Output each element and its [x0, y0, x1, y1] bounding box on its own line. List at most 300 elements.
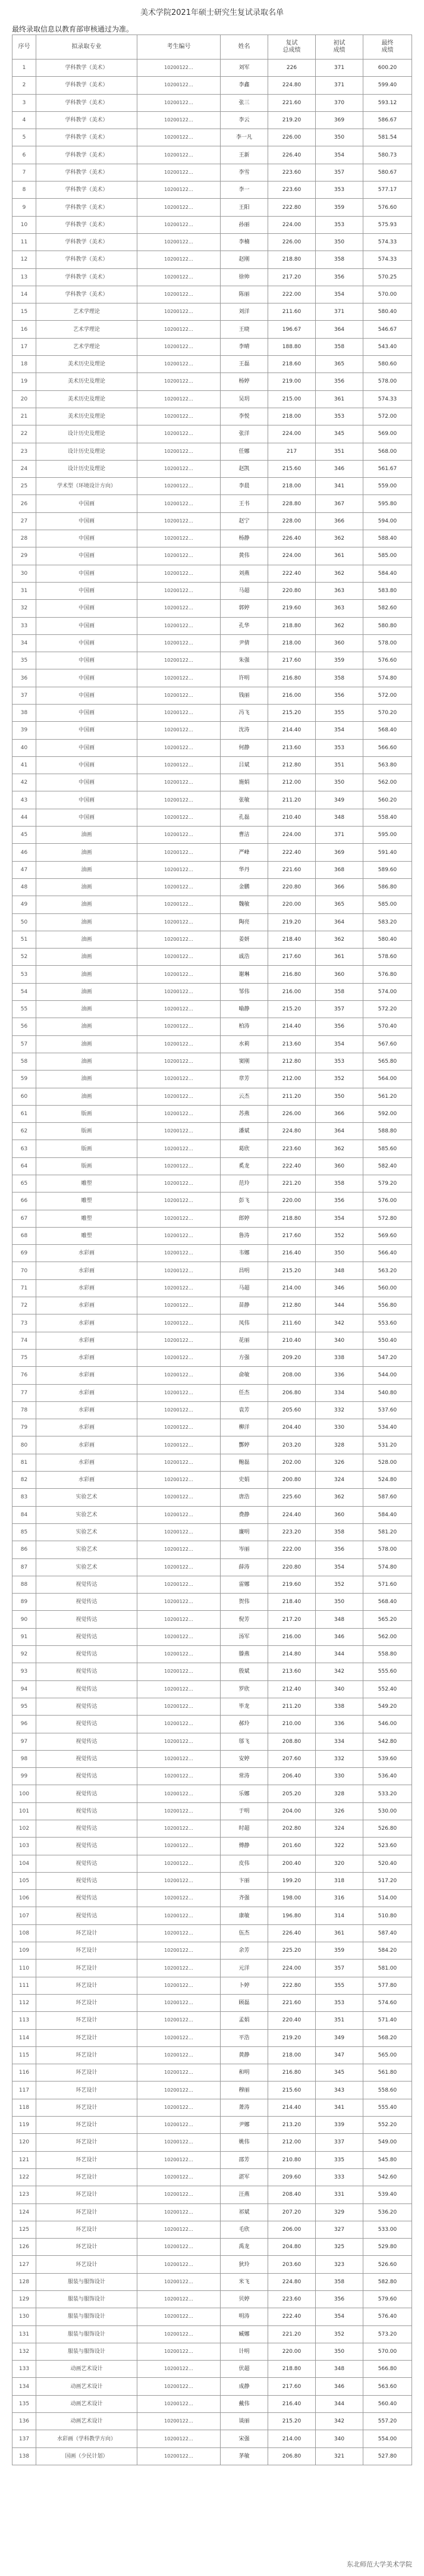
cell-retest: 221.20 — [268, 1175, 316, 1192]
cell-retest: 221.20 — [268, 2325, 316, 2343]
cell-initial: 326 — [316, 1454, 363, 1471]
cell-exam: 10200122… — [137, 233, 221, 251]
cell-final: 563.20 — [363, 1262, 412, 1279]
table-row — [12, 2239, 412, 2256]
cell-retest: 224.40 — [268, 1506, 316, 1523]
table-row — [12, 478, 412, 495]
cell-seq: 2 — [12, 77, 36, 94]
table-row — [12, 338, 412, 355]
cell-name: 金鹏 — [221, 878, 268, 896]
cell-seq: 100 — [12, 1785, 36, 1802]
table-row — [12, 1802, 412, 1820]
cell-retest: 204.80 — [268, 2239, 316, 2256]
table-row — [12, 1960, 412, 1977]
cell-retest: 211.60 — [268, 303, 316, 321]
cell-major: 油画 — [36, 1018, 137, 1035]
cell-initial: 321 — [316, 2447, 363, 2465]
table-row — [12, 1872, 412, 1889]
cell-seq: 19 — [12, 373, 36, 390]
cell-name: 岑丽 — [221, 1541, 268, 1558]
cell-retest: 196.80 — [268, 1907, 316, 1924]
cell-name: 钱丽 — [221, 687, 268, 704]
cell-major: 环艺设计 — [36, 2029, 137, 2046]
cell-major: 设计历史及理论 — [36, 443, 137, 460]
cell-exam: 10200122… — [137, 739, 221, 756]
cell-seq: 91 — [12, 1628, 36, 1645]
cell-major: 动画艺术设计 — [36, 2361, 137, 2378]
cell-name: 奚龙 — [221, 1157, 268, 1175]
table-row — [12, 1071, 412, 1088]
cell-name: 俞敏 — [221, 1367, 268, 1384]
cell-initial: 331 — [316, 2186, 363, 2203]
cell-seq: 9 — [12, 199, 36, 216]
cell-name: 殷斌 — [221, 1663, 268, 1680]
cell-name: 米飞 — [221, 2273, 268, 2290]
cell-final: 584.20 — [363, 1942, 412, 1960]
cell-name: 尹娜 — [221, 2117, 268, 2134]
cell-exam: 10200122… — [137, 2308, 221, 2325]
cell-initial: 351 — [316, 443, 363, 460]
cell-final: 577.17 — [363, 181, 412, 199]
cell-final: 567.60 — [363, 1035, 412, 1053]
cell-exam: 10200122… — [137, 338, 221, 355]
table-row — [12, 1820, 412, 1837]
cell-major: 油画 — [36, 1088, 137, 1105]
cell-final: 580.73 — [363, 146, 412, 164]
cell-retest: 220.40 — [268, 2012, 316, 2029]
cell-final: 544.00 — [363, 1367, 412, 1384]
cell-exam: 10200122… — [137, 478, 221, 495]
table-row — [12, 1611, 412, 1628]
cell-exam: 10200122… — [137, 321, 221, 338]
cell-major: 雕塑 — [36, 1192, 137, 1210]
cell-name: 柏涛 — [221, 1018, 268, 1035]
cell-major: 视觉传达 — [36, 1611, 137, 1628]
cell-exam: 10200122… — [137, 1071, 221, 1088]
cell-seq: 5 — [12, 129, 36, 146]
cell-exam: 10200122… — [137, 111, 221, 129]
cell-major: 视觉传达 — [36, 1698, 137, 1715]
table-row — [12, 2064, 412, 2082]
cell-major: 中国画 — [36, 722, 137, 739]
cell-initial: 363 — [316, 582, 363, 599]
cell-name: 杨静 — [221, 530, 268, 547]
cell-final: 553.60 — [363, 1314, 412, 1332]
cell-major: 油画 — [36, 931, 137, 948]
cell-seq: 57 — [12, 1035, 36, 1053]
cell-name: 范玲 — [221, 1175, 268, 1192]
cell-seq: 43 — [12, 791, 36, 809]
cell-final: 585.00 — [363, 547, 412, 565]
cell-seq: 127 — [12, 2256, 36, 2273]
cell-initial: 357 — [316, 164, 363, 181]
cell-initial: 330 — [316, 1768, 363, 1785]
cell-final: 588.80 — [363, 1123, 412, 1140]
cell-exam: 10200122… — [137, 2239, 221, 2256]
cell-exam: 10200122… — [137, 2378, 221, 2395]
table-row — [12, 94, 412, 111]
cell-major: 水彩画 — [36, 1349, 137, 1366]
cell-final: 536.40 — [363, 1768, 412, 1785]
cell-exam: 10200122… — [137, 1297, 221, 1314]
cell-exam: 10200122… — [137, 373, 221, 390]
cell-exam: 10200122… — [137, 1785, 221, 1802]
cell-retest: 222.40 — [268, 1157, 316, 1175]
cell-seq: 26 — [12, 495, 36, 512]
cell-final: 561.80 — [363, 2064, 412, 2082]
cell-initial: 342 — [316, 2413, 363, 2430]
cell-initial: 345 — [316, 2064, 363, 2082]
cell-exam: 10200122… — [137, 1227, 221, 1244]
cell-retest: 215.60 — [268, 460, 316, 477]
cell-exam: 10200122… — [137, 1942, 221, 1960]
cell-retest: 214.40 — [268, 1018, 316, 1035]
cell-major: 视觉传达 — [36, 1890, 137, 1907]
cell-exam: 10200122… — [137, 146, 221, 164]
cell-name: 雷娜 — [221, 1576, 268, 1593]
cell-final: 591.40 — [363, 844, 412, 861]
cell-initial: 350 — [316, 1594, 363, 1611]
cell-name: 吕斌 — [221, 756, 268, 774]
cell-seq: 58 — [12, 1053, 36, 1070]
cell-name: 冯飞 — [221, 704, 268, 721]
cell-initial: 342 — [316, 1314, 363, 1332]
cell-final: 564.00 — [363, 1071, 412, 1088]
cell-name: 贝婷 — [221, 2291, 268, 2308]
cell-initial: 338 — [316, 1698, 363, 1715]
table-row — [12, 2378, 412, 2395]
cell-initial: 325 — [316, 2239, 363, 2256]
cell-major: 水彩画（学科教学方向） — [36, 2430, 137, 2447]
cell-retest: 220.80 — [268, 582, 316, 599]
table-row — [12, 1105, 412, 1122]
table-row — [12, 512, 412, 530]
cell-retest: 208.80 — [268, 1733, 316, 1750]
cell-major: 设计历史及理论 — [36, 425, 137, 443]
cell-initial: 340 — [316, 2430, 363, 2447]
cell-final: 583.80 — [363, 582, 412, 599]
header-retest-score: 复试 总成绩 — [268, 35, 316, 60]
cell-seq: 12 — [12, 251, 36, 268]
cell-major: 油画 — [36, 1035, 137, 1053]
table-row — [12, 1890, 412, 1907]
cell-seq: 122 — [12, 2168, 36, 2186]
cell-major: 视觉传达 — [36, 1820, 137, 1837]
cell-name: 鲍磊 — [221, 1454, 268, 1471]
cell-initial: 345 — [316, 425, 363, 443]
cell-exam: 10200122… — [137, 2343, 221, 2360]
cell-major: 环艺设计 — [36, 2134, 137, 2151]
cell-initial: 356 — [316, 268, 363, 286]
cell-name: 邬飞 — [221, 1733, 268, 1750]
cell-retest: 217.20 — [268, 268, 316, 286]
cell-final: 526.80 — [363, 1820, 412, 1837]
cell-major: 油画 — [36, 966, 137, 983]
cell-major: 美术历史及理论 — [36, 356, 137, 373]
cell-seq: 50 — [12, 913, 36, 931]
cell-name: 张敏 — [221, 791, 268, 809]
cell-major: 视觉传达 — [36, 1576, 137, 1593]
cell-final: 576.40 — [363, 2308, 412, 2325]
cell-major: 环艺设计 — [36, 2046, 137, 2064]
cell-retest: 201.60 — [268, 1838, 316, 1855]
table-row — [12, 827, 412, 844]
cell-exam: 10200122… — [137, 1820, 221, 1837]
table-row — [12, 1541, 412, 1558]
admission-table — [12, 35, 412, 2465]
cell-final: 566.80 — [363, 2361, 412, 2378]
cell-major: 视觉传达 — [36, 1838, 137, 1855]
cell-name: 祁斌 — [221, 2203, 268, 2221]
cell-retest: 223.60 — [268, 181, 316, 199]
cell-final: 557.20 — [363, 2413, 412, 2430]
header-exam-number: 考生编号 — [137, 35, 221, 60]
cell-initial: 359 — [316, 199, 363, 216]
table-row — [12, 1401, 412, 1419]
cell-seq: 20 — [12, 390, 36, 408]
cell-initial: 327 — [316, 2221, 363, 2238]
cell-final: 554.00 — [363, 2430, 412, 2447]
cell-retest: 208.40 — [268, 2186, 316, 2203]
cell-exam: 10200122… — [137, 617, 221, 634]
cell-major: 动画艺术设计 — [36, 2378, 137, 2395]
cell-seq: 14 — [12, 286, 36, 303]
cell-major: 学科教学（美术） — [36, 216, 137, 233]
cell-final: 573.20 — [363, 2325, 412, 2343]
cell-seq: 137 — [12, 2430, 36, 2447]
cell-final: 514.00 — [363, 1890, 412, 1907]
cell-initial: 323 — [316, 2256, 363, 2273]
table-row — [12, 1245, 412, 1262]
cell-name: 水莉 — [221, 1035, 268, 1053]
cell-seq: 126 — [12, 2239, 36, 2256]
cell-initial: 355 — [316, 1977, 363, 1994]
cell-retest: 221.60 — [268, 1994, 316, 2011]
cell-name: 魏敏 — [221, 896, 268, 913]
cell-major: 中国画 — [36, 582, 137, 599]
table-header-row — [12, 35, 412, 60]
cell-final: 539.40 — [363, 2186, 412, 2203]
cell-initial: 316 — [316, 1890, 363, 1907]
cell-retest: 223.60 — [268, 1140, 316, 1157]
cell-exam: 10200122… — [137, 77, 221, 94]
cell-final: 528.00 — [363, 1454, 412, 1471]
cell-retest: 220.80 — [268, 878, 316, 896]
cell-seq: 132 — [12, 2343, 36, 2360]
table-row — [12, 1523, 412, 1541]
cell-exam: 10200122… — [137, 2291, 221, 2308]
cell-initial: 328 — [316, 1436, 363, 1454]
cell-retest: 219.20 — [268, 111, 316, 129]
cell-final: 580.40 — [363, 303, 412, 321]
cell-final: 560.00 — [363, 1279, 412, 1297]
cell-major: 环艺设计 — [36, 1924, 137, 1942]
cell-seq: 82 — [12, 1472, 36, 1489]
cell-name: 王新 — [221, 146, 268, 164]
table-row — [12, 1977, 412, 1994]
cell-name: 窦刚 — [221, 1053, 268, 1070]
table-row — [12, 600, 412, 617]
cell-name: 禹龙 — [221, 2239, 268, 2256]
cell-exam: 10200122… — [137, 1872, 221, 1889]
table-row — [12, 983, 412, 1000]
cell-seq: 75 — [12, 1349, 36, 1366]
cell-initial: 368 — [316, 861, 363, 878]
cell-major: 学科教学（美术） — [36, 129, 137, 146]
cell-major: 视觉传达 — [36, 1646, 137, 1663]
cell-name: 明涛 — [221, 2308, 268, 2325]
cell-seq: 107 — [12, 1907, 36, 1924]
cell-final: 530.00 — [363, 1802, 412, 1820]
cell-retest: 226 — [268, 60, 316, 77]
cell-initial: 365 — [316, 896, 363, 913]
cell-initial: 350 — [316, 129, 363, 146]
cell-final: 577.80 — [363, 1977, 412, 1994]
cell-name: 孟娟 — [221, 2012, 268, 2029]
cell-name: 方强 — [221, 1349, 268, 1366]
cell-final: 533.00 — [363, 2221, 412, 2238]
cell-name: 任娜 — [221, 443, 268, 460]
cell-retest: 218.00 — [268, 634, 316, 652]
cell-final: 580.40 — [363, 931, 412, 948]
table-row — [12, 2291, 412, 2308]
cell-initial: 362 — [316, 565, 363, 582]
cell-initial: 350 — [316, 1088, 363, 1105]
cell-retest: 188.80 — [268, 338, 316, 355]
cell-name: 顾磊 — [221, 1994, 268, 2011]
cell-seq: 3 — [12, 94, 36, 111]
table-row — [12, 1942, 412, 1960]
cell-name: 毕龙 — [221, 1698, 268, 1715]
table-row — [12, 356, 412, 373]
cell-initial: 328 — [316, 1785, 363, 1802]
cell-retest: 222.80 — [268, 199, 316, 216]
cell-initial: 360 — [316, 966, 363, 983]
cell-final: 578.00 — [363, 1541, 412, 1558]
table-row — [12, 966, 412, 983]
cell-retest: 211.20 — [268, 1088, 316, 1105]
cell-retest: 206.00 — [268, 2221, 316, 2238]
cell-seq: 120 — [12, 2134, 36, 2151]
cell-name: 郝玲 — [221, 1716, 268, 1733]
cell-final: 569.00 — [363, 425, 412, 443]
header-initial-score: 初试 成绩 — [316, 35, 363, 60]
cell-major: 水彩画 — [36, 1262, 137, 1279]
cell-final: 568.20 — [363, 2029, 412, 2046]
cell-seq: 135 — [12, 2395, 36, 2412]
cell-retest: 221.60 — [268, 861, 316, 878]
cell-initial: 334 — [316, 1384, 363, 1401]
table-row — [12, 2203, 412, 2221]
cell-exam: 10200122… — [137, 2395, 221, 2412]
cell-final: 568.00 — [363, 443, 412, 460]
cell-initial: 352 — [316, 1227, 363, 1244]
cell-initial: 357 — [316, 1960, 363, 1977]
table-body — [12, 60, 412, 2465]
cell-retest: 216.00 — [268, 1628, 316, 1645]
cell-seq: 71 — [12, 1279, 36, 1297]
cell-initial: 326 — [316, 1802, 363, 1820]
cell-retest: 217.60 — [268, 652, 316, 669]
cell-final: 572.00 — [363, 408, 412, 425]
table-row — [12, 1349, 412, 1366]
cell-final: 585.60 — [363, 1140, 412, 1157]
cell-exam: 10200122… — [137, 582, 221, 599]
cell-major: 学科教学（美术） — [36, 286, 137, 303]
cell-exam: 10200122… — [137, 1733, 221, 1750]
cell-retest: 212.40 — [268, 1680, 316, 1698]
cell-seq: 66 — [12, 1192, 36, 1210]
cell-exam: 10200122… — [137, 1279, 221, 1297]
cell-seq: 80 — [12, 1436, 36, 1454]
table-row — [12, 2134, 412, 2151]
cell-exam: 10200122… — [137, 931, 221, 948]
cell-major: 动画艺术设计 — [36, 2413, 137, 2430]
cell-retest: 223.20 — [268, 1523, 316, 1541]
cell-final: 570.00 — [363, 2343, 412, 2360]
cell-seq: 65 — [12, 1175, 36, 1192]
cell-major: 中国画 — [36, 617, 137, 634]
table-row — [12, 1227, 412, 1244]
cell-exam: 10200122… — [137, 1838, 221, 1855]
cell-seq: 64 — [12, 1157, 36, 1175]
cell-name: 孔华 — [221, 617, 268, 634]
table-row — [12, 164, 412, 181]
cell-major: 中国画 — [36, 809, 137, 826]
cell-final: 546.00 — [363, 1716, 412, 1733]
cell-seq: 113 — [12, 2012, 36, 2029]
cell-initial: 358 — [316, 983, 363, 1000]
cell-major: 版画 — [36, 1105, 137, 1122]
cell-final: 586.67 — [363, 111, 412, 129]
cell-retest: 218.80 — [268, 251, 316, 268]
table-row — [12, 617, 412, 634]
cell-exam: 10200122… — [137, 634, 221, 652]
cell-name: 毛欣 — [221, 2221, 268, 2238]
cell-major: 视觉传达 — [36, 1855, 137, 1872]
cell-exam: 10200122… — [137, 1576, 221, 1593]
cell-final: 582.40 — [363, 1157, 412, 1175]
table-row — [12, 425, 412, 443]
cell-initial: 336 — [316, 1716, 363, 1733]
cell-major: 中国画 — [36, 495, 137, 512]
cell-major: 油画 — [36, 1053, 137, 1070]
cell-initial: 344 — [316, 1297, 363, 1314]
cell-exam: 10200122… — [137, 2430, 221, 2447]
table-row — [12, 1750, 412, 1767]
cell-name: 滕燕 — [221, 1646, 268, 1663]
cell-seq: 54 — [12, 983, 36, 1000]
cell-initial: 354 — [316, 722, 363, 739]
cell-name: 李云 — [221, 111, 268, 129]
cell-seq: 74 — [12, 1332, 36, 1349]
cell-initial: 362 — [316, 931, 363, 948]
cell-exam: 10200122… — [137, 2064, 221, 2082]
cell-exam: 10200122… — [137, 129, 221, 146]
cell-initial: 352 — [316, 1576, 363, 1593]
cell-final: 562.00 — [363, 1628, 412, 1645]
cell-final: 600.20 — [363, 60, 412, 77]
cell-exam: 10200122… — [137, 861, 221, 878]
cell-seq: 130 — [12, 2308, 36, 2325]
cell-retest: 210.80 — [268, 2151, 316, 2168]
cell-name: 姚伟 — [221, 2134, 268, 2151]
cell-exam: 10200122… — [137, 1436, 221, 1454]
cell-final: 582.80 — [363, 2273, 412, 2290]
cell-seq: 56 — [12, 1018, 36, 1035]
cell-major: 版画 — [36, 1157, 137, 1175]
cell-name: 元洋 — [221, 1960, 268, 1977]
